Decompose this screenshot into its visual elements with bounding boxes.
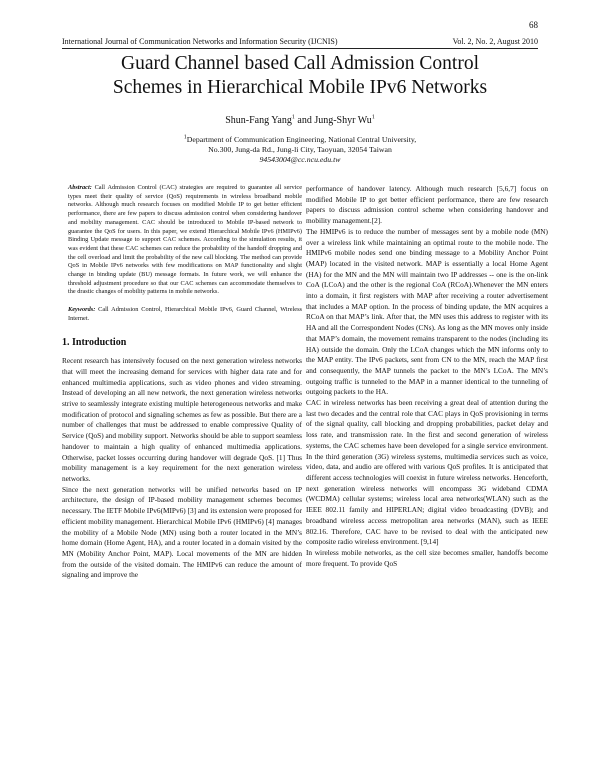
keywords [62, 306, 302, 323]
right-paragraph-2: The HMIPv6 is to reduce the number of messages sent by a mobile node (MN) over a wireless link while maintaining an optimal route to the mobile node. The HMIPv6 mobile nodes send one binding message to a Mobility Anchor Point (MAP) located in the visited network. MAP is essentially a local Home Agent (HA) for the MN and the MN will maintain two IP addresses -- one is the on-link CoA (LCoA) and the other is the regional CoA (RCoA).Whenever the MN enters into a domain, it first registers with MAP after receiving a router advertisement that includes a MAP option. In the process of binding update, the MN acquires a RCoA on that MAP’s link. After that, the MN uses this address to register with its HA and all the Correspondent Nodes (CNs). As long as the MN moves only inside that MAP’s domain, the movement remains transparent to the nodes (including its HA) outside the domain. Only the LCoA changes which the MN informs only to the MAP entity. The IPv6 packets, sent from CN to the MN, reach the MAP first and consequently, the MAP tunnels the packet to the MN’s LCoA. The MN’s outgoing traffic is tunneled to the MAP in a manner identical to the tunneling of outgoing packets to the HA. [306, 226, 548, 397]
author-email: 94543004@cc.ncu.edu.tw [259, 155, 341, 164]
section-heading-introduction: 1. Introduction [62, 336, 127, 348]
right-column [306, 184, 548, 569]
right-paragraph-1: performance of handover latency. Although much research [5,6,7] focus on modified Mobile IP to get better efficient performance, there are few research papers to discuss admission control scheme when considering handover and mobility management.[2]. [306, 184, 548, 226]
author-1: Shun-Fang Yang [225, 115, 292, 126]
intro-paragraph-1: Recent research has intensively focused on the next generation wireless networks that will meet the increasing demand for services with higher data rate and for enhanced multimedia applications, such as video phones and video streaming. Instead of developing an all new network, the next generation wireless networks strive to seamlessly integrate existing multiple heterogeneous networks and make modification of protocol and signaling schemes as few as possible. But there are a number of challenges that must be addressed to enable compressive Quality of Service (QoS) and mobility support. Networks should be able to support seamless handover to maintain a high quality of enhanced multimedia applications. Otherwise, packet losses occurring during handover will degrade QoS. [1] Thus mobility management is a key requirement for the next generation wireless networks. [62, 356, 302, 483]
keywords-label: Keywords: [68, 306, 96, 314]
author-2-affil: 1 [371, 114, 375, 121]
title-line-1: Guard Channel based Call Admission Control [120, 53, 479, 74]
affiliation-line-2: No.300, Jung-da Rd., Jung-li City, Taoyuan, 32054 Taiwan [208, 145, 392, 154]
title-line-2: Schemes in Hierarchical Mobile IPv6 Networks [112, 77, 488, 98]
author-joiner: and [294, 115, 315, 126]
abstract-text: Call Admission Control (CAC) strategies are required to guarantee all service types meet their quality of service (QoS) requirements in wireless broadband mobile networks. Although much research focuses on modified Mobile IP to get better efficient performance, there are few papers to discuss admission control when considering handover and mobility management. CAC should be introduced to Mobile IP-based network to guarantee the QoS for users. In this paper, we extend Hierarchical Mobile IPv6 (HMIPv6) Binding Update message to support CAC schemes. According to the simulation results, it was evident that these CAC schemes can reduce the probability of the handoff dropping and the cell overload and limit the probability of the new call blocking. The method can provide QoS in Mobile IPv6 networks with few modifications on MAP functionality and slight change in binding update (BU) message formats. In future work, we will enhance the threshold adjustment procedure so that our CAC schemes can accommodate themselves to the drastic changes of mobility patterns in mobile networks. [68, 184, 302, 296]
authors [30, 115, 570, 126]
journal-volume: Vol. 2, No. 2, August 2010 [452, 37, 538, 46]
keywords-text: Call Admission Control, Hierarchical Mobile IPv6, Guard Channel, Wireless Internet. [68, 306, 302, 322]
affiliation [30, 135, 570, 165]
abstract [62, 184, 302, 297]
left-column [62, 184, 302, 581]
intro-paragraph-2: Since the next generation networks will be unified networks based on IP architecture, the design of IP-based mobility management schemes becomes necessary. The IETF Mobile IPv6(MIPv6) [3] and its extension were proposed for efficient mobility management. Hierarchical Mobile IPv6 (HMIPv6) [4] manages the mobility of a Mobile Node (MN) using both a router located in the MN’s home domain (Home Agent, HA), and a router located in a domain visited by the MN (Mobility Anchor Point, MAP). Local movements of the MN are hidden from the outside of the visited domain. The HMIPv6 can reduce the amount of signaling and improve the [62, 484, 302, 580]
author-2: Jung-Shyr Wu [314, 115, 372, 126]
paper-title [30, 52, 570, 100]
journal-name: International Journal of Communication Networks and Information Security (IJCNIS) [62, 37, 338, 46]
right-paragraph-3: CAC in wireless networks has been receiving a great deal of attention during the last two decades and the central role that CAC plays in QoS provisioning in terms of the signal quality, call blocking and dropping probabilities, packet delay and loss rate, and transmission rate. In the first and second generation of wireless systems, the CAC schemes have been developed for a single service environment. In the third generation (3G) wireless systems, multimedia services such as voice, video, data, and audio are offered with various QoS profiles. It is anticipated that different access technologies will coexist in future wireless networks. Henceforth, next generation wireless networks will encompass 3G wideband CDMA (WCDMA) cellular systems; wireless local area networks(WLAN) such as the IEEE 802.11 family and HIPERLAN; digital video broadcasting (DVB); and broadband wireless access metropolitan area networks (MAN), such as IEEE 802.16. Therefore, CAC have to be revised to deal with the anticipated new composite radio wireless environment. [9,14] [306, 398, 548, 547]
page-number: 68 [529, 20, 538, 30]
abstract-label: Abstract: [68, 184, 92, 191]
title-block [30, 52, 570, 165]
right-paragraph-4: In wireless mobile networks, as the cell size becomes smaller, handoffs become more frequent. To provide QoS [306, 547, 548, 568]
author-1-affil: 1 [291, 114, 295, 121]
affiliation-marker: 1 [183, 134, 187, 141]
affiliation-line-1: Department of Communication Engineering, National Central University, [186, 135, 417, 144]
journal-header [62, 37, 538, 49]
